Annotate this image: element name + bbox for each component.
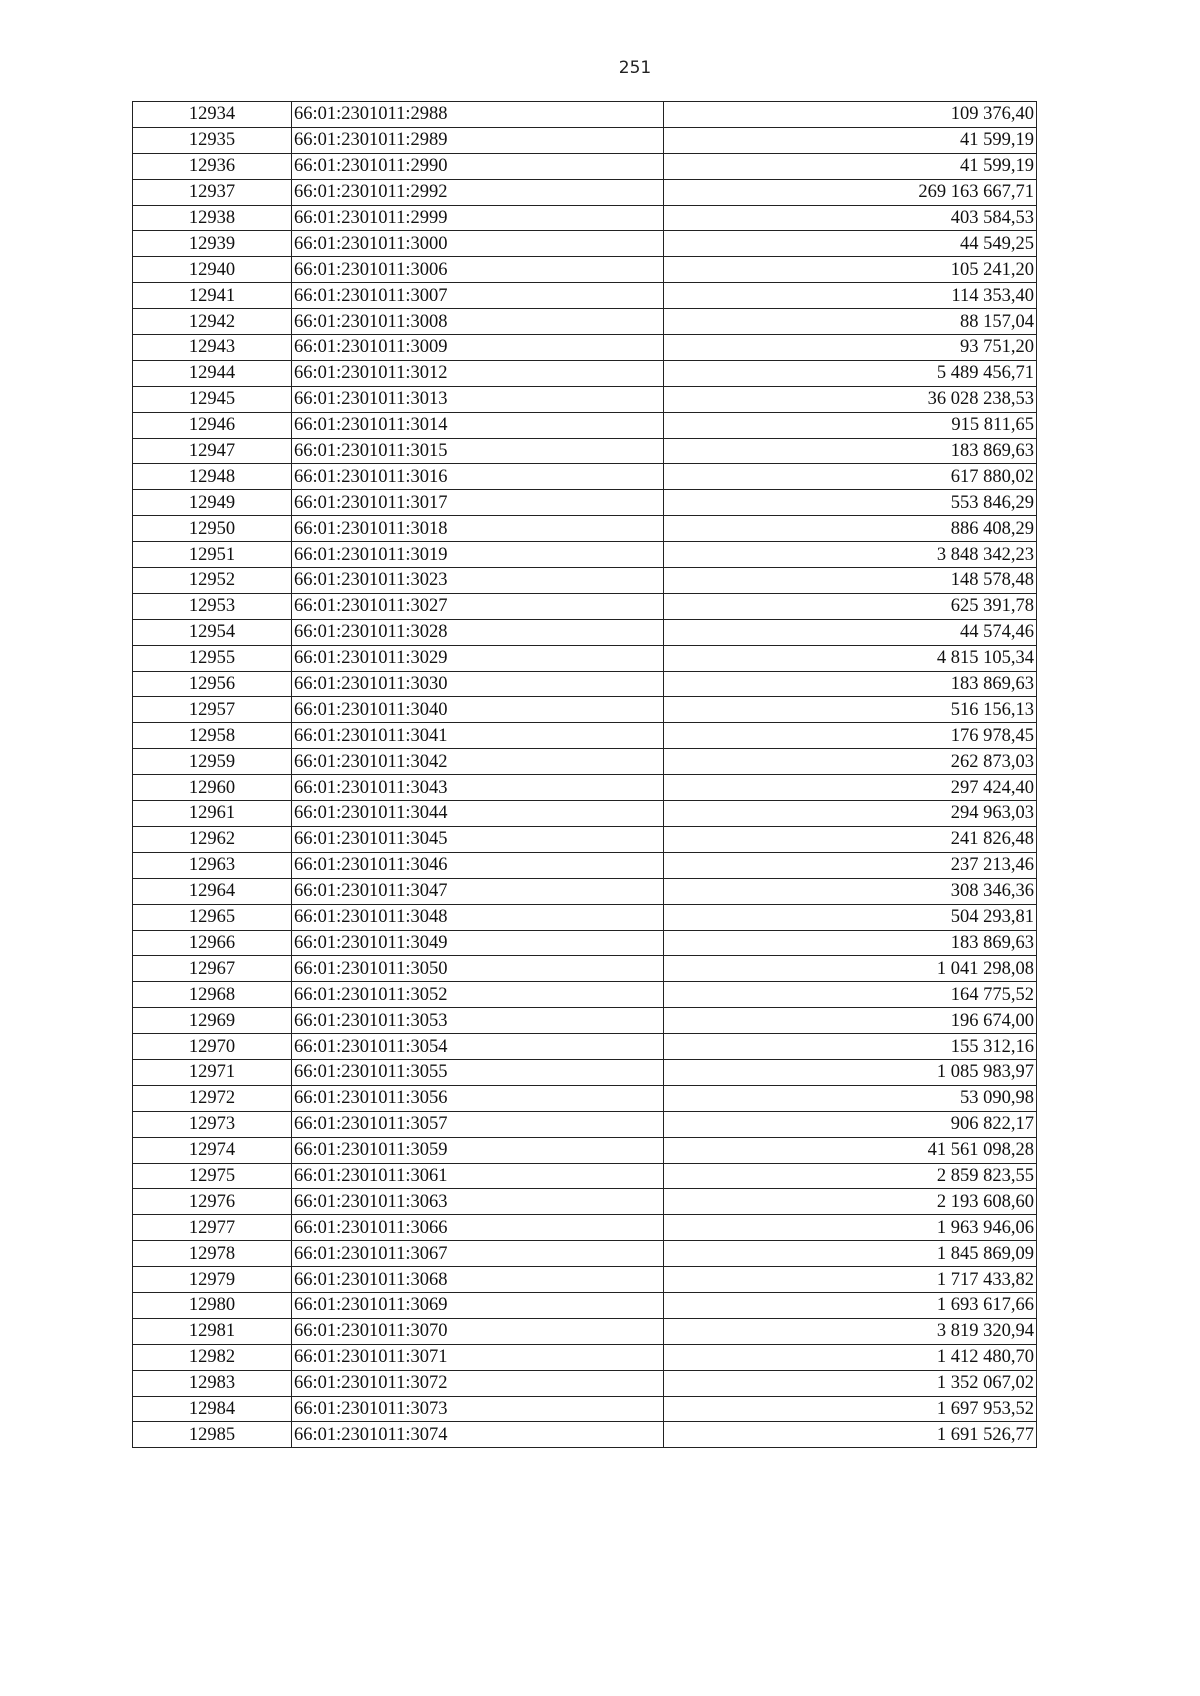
cadastral-number-cell: 66:01:2301011:3068 — [292, 1267, 664, 1293]
cadastral-number-cell: 66:01:2301011:3008 — [292, 309, 664, 335]
cadastral-number-cell: 66:01:2301011:2988 — [292, 102, 664, 128]
cadastral-value-cell: 183 869,63 — [664, 930, 1037, 956]
table-row — [133, 1241, 1037, 1267]
cadastral-value-cell: 1 717 433,82 — [664, 1267, 1037, 1293]
table-row — [133, 1370, 1037, 1396]
table-row — [133, 593, 1037, 619]
row-number-cell: 12958 — [133, 723, 292, 749]
cadastral-value-cell: 625 391,78 — [664, 593, 1037, 619]
table-row — [133, 1059, 1037, 1085]
cadastral-number-cell: 66:01:2301011:3055 — [292, 1059, 664, 1085]
cadastral-value-cell: 183 869,63 — [664, 671, 1037, 697]
table-row — [133, 386, 1037, 412]
table-row — [133, 619, 1037, 645]
cadastral-value-cell: 176 978,45 — [664, 723, 1037, 749]
cadastral-number-cell: 66:01:2301011:3007 — [292, 283, 664, 309]
cadastral-value-cell: 403 584,53 — [664, 205, 1037, 231]
cadastral-value-cell: 915 811,65 — [664, 412, 1037, 438]
table-row — [133, 904, 1037, 930]
table-row — [133, 542, 1037, 568]
table-row — [133, 1137, 1037, 1163]
table-row — [133, 645, 1037, 671]
table-row — [133, 231, 1037, 257]
row-number-cell: 12953 — [133, 593, 292, 619]
row-number-cell: 12936 — [133, 153, 292, 179]
row-number-cell: 12960 — [133, 775, 292, 801]
cadastral-number-cell: 66:01:2301011:3052 — [292, 982, 664, 1008]
cadastral-number-cell: 66:01:2301011:2992 — [292, 179, 664, 205]
cadastral-value-cell: 3 848 342,23 — [664, 542, 1037, 568]
table-row — [133, 153, 1037, 179]
row-number-cell: 12939 — [133, 231, 292, 257]
row-number-cell: 12968 — [133, 982, 292, 1008]
cadastral-number-cell: 66:01:2301011:3070 — [292, 1318, 664, 1344]
cadastral-value-cell: 2 193 608,60 — [664, 1189, 1037, 1215]
cadastral-number-cell: 66:01:2301011:3043 — [292, 775, 664, 801]
cadastral-value-cell: 294 963,03 — [664, 801, 1037, 827]
table-row — [133, 1189, 1037, 1215]
cadastral-number-cell: 66:01:2301011:3041 — [292, 723, 664, 749]
table-row — [133, 982, 1037, 1008]
cadastral-value-cell: 88 157,04 — [664, 309, 1037, 335]
table-row — [133, 309, 1037, 335]
cadastral-value-cell: 3 819 320,94 — [664, 1318, 1037, 1344]
cadastral-number-cell: 66:01:2301011:3019 — [292, 542, 664, 568]
cadastral-number-cell: 66:01:2301011:3030 — [292, 671, 664, 697]
row-number-cell: 12984 — [133, 1396, 292, 1422]
row-number-cell: 12935 — [133, 127, 292, 153]
row-number-cell: 12974 — [133, 1137, 292, 1163]
row-number-cell: 12982 — [133, 1344, 292, 1370]
cadastral-number-cell: 66:01:2301011:3028 — [292, 619, 664, 645]
table-row — [133, 852, 1037, 878]
row-number-cell: 12941 — [133, 283, 292, 309]
table-row — [133, 697, 1037, 723]
table-row — [133, 102, 1037, 128]
table-row — [133, 257, 1037, 283]
cadastral-number-cell: 66:01:2301011:3049 — [292, 930, 664, 956]
row-number-cell: 12957 — [133, 697, 292, 723]
cadastral-number-cell: 66:01:2301011:3061 — [292, 1163, 664, 1189]
cadastral-value-cell: 114 353,40 — [664, 283, 1037, 309]
table-row — [133, 412, 1037, 438]
table-row — [133, 775, 1037, 801]
cadastral-number-cell: 66:01:2301011:2999 — [292, 205, 664, 231]
row-number-cell: 12952 — [133, 568, 292, 594]
cadastral-value-cell: 886 408,29 — [664, 516, 1037, 542]
table-row — [133, 1267, 1037, 1293]
cadastral-number-cell: 66:01:2301011:3017 — [292, 490, 664, 516]
cadastral-number-cell: 66:01:2301011:3071 — [292, 1344, 664, 1370]
cadastral-value-cell: 105 241,20 — [664, 257, 1037, 283]
table-row — [133, 1111, 1037, 1137]
table-row — [133, 283, 1037, 309]
cadastral-value-cell: 41 599,19 — [664, 127, 1037, 153]
cadastral-value-cell: 196 674,00 — [664, 1008, 1037, 1034]
table-row — [133, 464, 1037, 490]
cadastral-number-cell: 66:01:2301011:3053 — [292, 1008, 664, 1034]
cadastral-number-cell: 66:01:2301011:3016 — [292, 464, 664, 490]
table-row — [133, 1034, 1037, 1060]
row-number-cell: 12945 — [133, 386, 292, 412]
row-number-cell: 12980 — [133, 1292, 292, 1318]
table-row — [133, 749, 1037, 775]
cadastral-number-cell: 66:01:2301011:3029 — [292, 645, 664, 671]
cadastral-value-cell: 262 873,03 — [664, 749, 1037, 775]
row-number-cell: 12948 — [133, 464, 292, 490]
cadastral-value-cell: 516 156,13 — [664, 697, 1037, 723]
cadastral-number-cell: 66:01:2301011:3015 — [292, 438, 664, 464]
cadastral-value-cell: 553 846,29 — [664, 490, 1037, 516]
row-number-cell: 12978 — [133, 1241, 292, 1267]
table-row — [133, 1085, 1037, 1111]
row-number-cell: 12944 — [133, 360, 292, 386]
cadastral-value-cell: 4 815 105,34 — [664, 645, 1037, 671]
row-number-cell: 12940 — [133, 257, 292, 283]
row-number-cell: 12959 — [133, 749, 292, 775]
cadastral-value-cell: 241 826,48 — [664, 826, 1037, 852]
cadastral-number-cell: 66:01:2301011:3000 — [292, 231, 664, 257]
row-number-cell: 12981 — [133, 1318, 292, 1344]
cadastral-number-cell: 66:01:2301011:3023 — [292, 568, 664, 594]
row-number-cell: 12967 — [133, 956, 292, 982]
cadastral-number-cell: 66:01:2301011:3047 — [292, 878, 664, 904]
cadastral-value-cell: 109 376,40 — [664, 102, 1037, 128]
row-number-cell: 12962 — [133, 826, 292, 852]
row-number-cell: 12942 — [133, 309, 292, 335]
cadastral-number-cell: 66:01:2301011:3012 — [292, 360, 664, 386]
cadastral-value-cell: 1 691 526,77 — [664, 1422, 1037, 1448]
row-number-cell: 12976 — [133, 1189, 292, 1215]
cadastral-value-cell: 297 424,40 — [664, 775, 1037, 801]
row-number-cell: 12970 — [133, 1034, 292, 1060]
table-row — [133, 1318, 1037, 1344]
cadastral-value-cell: 164 775,52 — [664, 982, 1037, 1008]
cadastral-number-cell: 66:01:2301011:3066 — [292, 1215, 664, 1241]
row-number-cell: 12943 — [133, 335, 292, 361]
row-number-cell: 12983 — [133, 1370, 292, 1396]
table-row — [133, 1163, 1037, 1189]
cadastral-number-cell: 66:01:2301011:3074 — [292, 1422, 664, 1448]
cadastral-number-cell: 66:01:2301011:2989 — [292, 127, 664, 153]
table-row — [133, 956, 1037, 982]
cadastral-number-cell: 66:01:2301011:3050 — [292, 956, 664, 982]
cadastral-number-cell: 66:01:2301011:3056 — [292, 1085, 664, 1111]
cadastral-value-cell: 1 041 298,08 — [664, 956, 1037, 982]
row-number-cell: 12956 — [133, 671, 292, 697]
table-row — [133, 826, 1037, 852]
table-row — [133, 438, 1037, 464]
cadastral-value-cell: 269 163 667,71 — [664, 179, 1037, 205]
row-number-cell: 12954 — [133, 619, 292, 645]
cadastral-number-cell: 66:01:2301011:3014 — [292, 412, 664, 438]
row-number-cell: 12979 — [133, 1267, 292, 1293]
cadastral-value-cell: 44 574,46 — [664, 619, 1037, 645]
row-number-cell: 12934 — [133, 102, 292, 128]
cadastral-value-table — [132, 101, 1037, 1448]
table-row — [133, 127, 1037, 153]
row-number-cell: 12947 — [133, 438, 292, 464]
cadastral-value-cell: 1 697 953,52 — [664, 1396, 1037, 1422]
table-row — [133, 1292, 1037, 1318]
cadastral-number-cell: 66:01:2301011:3045 — [292, 826, 664, 852]
row-number-cell: 12965 — [133, 904, 292, 930]
cadastral-value-cell: 93 751,20 — [664, 335, 1037, 361]
row-number-cell: 12977 — [133, 1215, 292, 1241]
cadastral-number-cell: 66:01:2301011:3006 — [292, 257, 664, 283]
row-number-cell: 12961 — [133, 801, 292, 827]
row-number-cell: 12969 — [133, 1008, 292, 1034]
cadastral-value-cell: 148 578,48 — [664, 568, 1037, 594]
cadastral-value-cell: 41 599,19 — [664, 153, 1037, 179]
cadastral-value-cell: 53 090,98 — [664, 1085, 1037, 1111]
cadastral-number-cell: 66:01:2301011:3013 — [292, 386, 664, 412]
row-number-cell: 12938 — [133, 205, 292, 231]
cadastral-number-cell: 66:01:2301011:3027 — [292, 593, 664, 619]
table-row — [133, 1344, 1037, 1370]
cadastral-value-cell: 44 549,25 — [664, 231, 1037, 257]
row-number-cell: 12966 — [133, 930, 292, 956]
table-row — [133, 1422, 1037, 1448]
cadastral-number-cell: 66:01:2301011:3040 — [292, 697, 664, 723]
table-row — [133, 335, 1037, 361]
cadastral-number-cell: 66:01:2301011:3044 — [292, 801, 664, 827]
table-row — [133, 179, 1037, 205]
row-number-cell: 12973 — [133, 1111, 292, 1137]
cadastral-value-cell: 1 963 946,06 — [664, 1215, 1037, 1241]
cadastral-value-cell: 2 859 823,55 — [664, 1163, 1037, 1189]
cadastral-number-cell: 66:01:2301011:3069 — [292, 1292, 664, 1318]
row-number-cell: 12949 — [133, 490, 292, 516]
row-number-cell: 12964 — [133, 878, 292, 904]
row-number-cell: 12975 — [133, 1163, 292, 1189]
cadastral-value-cell: 36 028 238,53 — [664, 386, 1037, 412]
cadastral-number-cell: 66:01:2301011:3048 — [292, 904, 664, 930]
table-row — [133, 516, 1037, 542]
cadastral-value-cell: 155 312,16 — [664, 1034, 1037, 1060]
cadastral-value-cell: 5 489 456,71 — [664, 360, 1037, 386]
cadastral-number-cell: 66:01:2301011:3054 — [292, 1034, 664, 1060]
table-row — [133, 1396, 1037, 1422]
cadastral-value-cell: 504 293,81 — [664, 904, 1037, 930]
cadastral-number-cell: 66:01:2301011:3018 — [292, 516, 664, 542]
row-number-cell: 12946 — [133, 412, 292, 438]
row-number-cell: 12972 — [133, 1085, 292, 1111]
table-row — [133, 801, 1037, 827]
cadastral-value-cell: 617 880,02 — [664, 464, 1037, 490]
cadastral-number-cell: 66:01:2301011:3063 — [292, 1189, 664, 1215]
row-number-cell: 12963 — [133, 852, 292, 878]
cadastral-value-cell: 41 561 098,28 — [664, 1137, 1037, 1163]
cadastral-number-cell: 66:01:2301011:3073 — [292, 1396, 664, 1422]
table-row — [133, 930, 1037, 956]
row-number-cell: 12955 — [133, 645, 292, 671]
cadastral-value-cell: 308 346,36 — [664, 878, 1037, 904]
page-number: 251 — [618, 58, 652, 78]
row-number-cell: 12950 — [133, 516, 292, 542]
cadastral-value-cell: 183 869,63 — [664, 438, 1037, 464]
cadastral-number-cell: 66:01:2301011:3057 — [292, 1111, 664, 1137]
cadastral-number-cell: 66:01:2301011:3009 — [292, 335, 664, 361]
table-row — [133, 360, 1037, 386]
table-row — [133, 671, 1037, 697]
cadastral-value-cell: 1 845 869,09 — [664, 1241, 1037, 1267]
table-row — [133, 205, 1037, 231]
cadastral-value-cell: 1 085 983,97 — [664, 1059, 1037, 1085]
table-body — [133, 102, 1037, 1448]
row-number-cell: 12951 — [133, 542, 292, 568]
cadastral-number-cell: 66:01:2301011:3072 — [292, 1370, 664, 1396]
table-row — [133, 1008, 1037, 1034]
cadastral-number-cell: 66:01:2301011:3067 — [292, 1241, 664, 1267]
row-number-cell: 12985 — [133, 1422, 292, 1448]
row-number-cell: 12937 — [133, 179, 292, 205]
table-row — [133, 490, 1037, 516]
row-number-cell: 12971 — [133, 1059, 292, 1085]
table-row — [133, 878, 1037, 904]
table-row — [133, 723, 1037, 749]
cadastral-value-cell: 906 822,17 — [664, 1111, 1037, 1137]
cadastral-number-cell: 66:01:2301011:3059 — [292, 1137, 664, 1163]
cadastral-value-cell: 1 693 617,66 — [664, 1292, 1037, 1318]
cadastral-value-cell: 237 213,46 — [664, 852, 1037, 878]
table-row — [133, 568, 1037, 594]
cadastral-value-cell: 1 352 067,02 — [664, 1370, 1037, 1396]
cadastral-number-cell: 66:01:2301011:3042 — [292, 749, 664, 775]
table-row — [133, 1215, 1037, 1241]
cadastral-value-cell: 1 412 480,70 — [664, 1344, 1037, 1370]
cadastral-number-cell: 66:01:2301011:3046 — [292, 852, 664, 878]
cadastral-number-cell: 66:01:2301011:2990 — [292, 153, 664, 179]
